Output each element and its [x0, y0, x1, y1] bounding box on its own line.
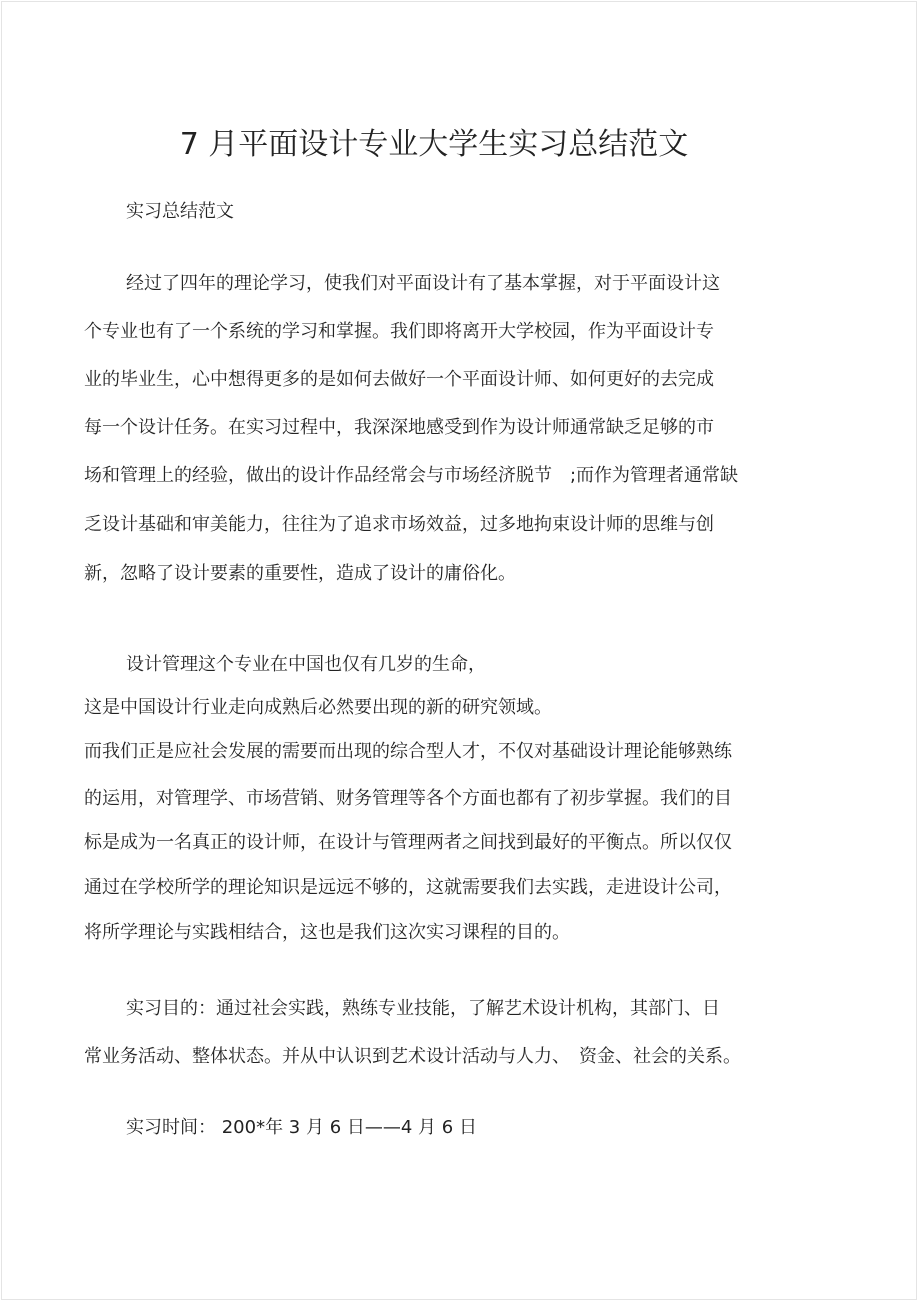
paragraph-1-line: 场和管理上的经验，做出的设计作品经常会与市场经济脱节 ;而作为管理者通常缺	[84, 465, 739, 486]
internship-period: 实习时间： 200*年 3 月 6 日——4 月 6 日	[126, 1117, 477, 1138]
paragraph-3-line: 实习目的：通过社会实践，熟练专业技能，了解艺术设计机构，其部门、日	[126, 998, 720, 1019]
paragraph-3-line: 常业务活动、整体状态。并从中认识到艺术设计活动与人力、 资金、社会的关系。	[84, 1046, 741, 1067]
paragraph-2-line: 而我们正是应社会发展的需要而出现的综合型人才，不仅对基础设计理论能够熟练	[84, 741, 732, 762]
subtitle: 实习总结范文	[126, 201, 234, 222]
paragraph-1-line: 乏设计基础和审美能力，往往为了追求市场效益，过多地拘束设计师的思维与创	[84, 514, 714, 535]
paragraph-2-line: 将所学理论与实践相结合，这也是我们这次实习课程的目的。	[84, 922, 570, 943]
paragraph-1-line: 新，忽略了设计要素的重要性，造成了设计的庸俗化。	[84, 563, 516, 584]
paragraph-1-line: 经过了四年的理论学习，使我们对平面设计有了基本掌握，对于平面设计这	[126, 273, 720, 294]
paragraph-2-line: 标是成为一名真正的设计师，在设计与管理两者之间找到最好的平衡点。所以仅仅	[84, 832, 732, 853]
page-border	[1, 1, 917, 1300]
paragraph-2-line: 通过在学校所学的理论知识是远远不够的，这就需要我们去实践，走进设计公司，	[84, 877, 732, 898]
paragraph-1-line: 每一个设计任务。在实习过程中，我深深地感受到作为设计师通常缺乏足够的市	[84, 417, 714, 438]
paragraph-1-line: 业的毕业生，心中想得更多的是如何去做好一个平面设计师、如何更好的去完成	[84, 369, 714, 390]
document-title: 7 月平面设计专业大学生实习总结范文	[179, 127, 689, 162]
paragraph-2-line: 的运用，对管理学、市场营销、财务管理等各个方面也都有了初步掌握。我们的目	[84, 788, 732, 809]
paragraph-1-line: 个专业也有了一个系统的学习和掌握。我们即将离开大学校园，作为平面设计专	[84, 321, 714, 342]
paragraph-2-line: 设计管理这个专业在中国也仅有几岁的生命，	[126, 654, 486, 675]
paragraph-2-line: 这是中国设计行业走向成熟后必然要出现的新的研究领域。	[84, 697, 552, 718]
